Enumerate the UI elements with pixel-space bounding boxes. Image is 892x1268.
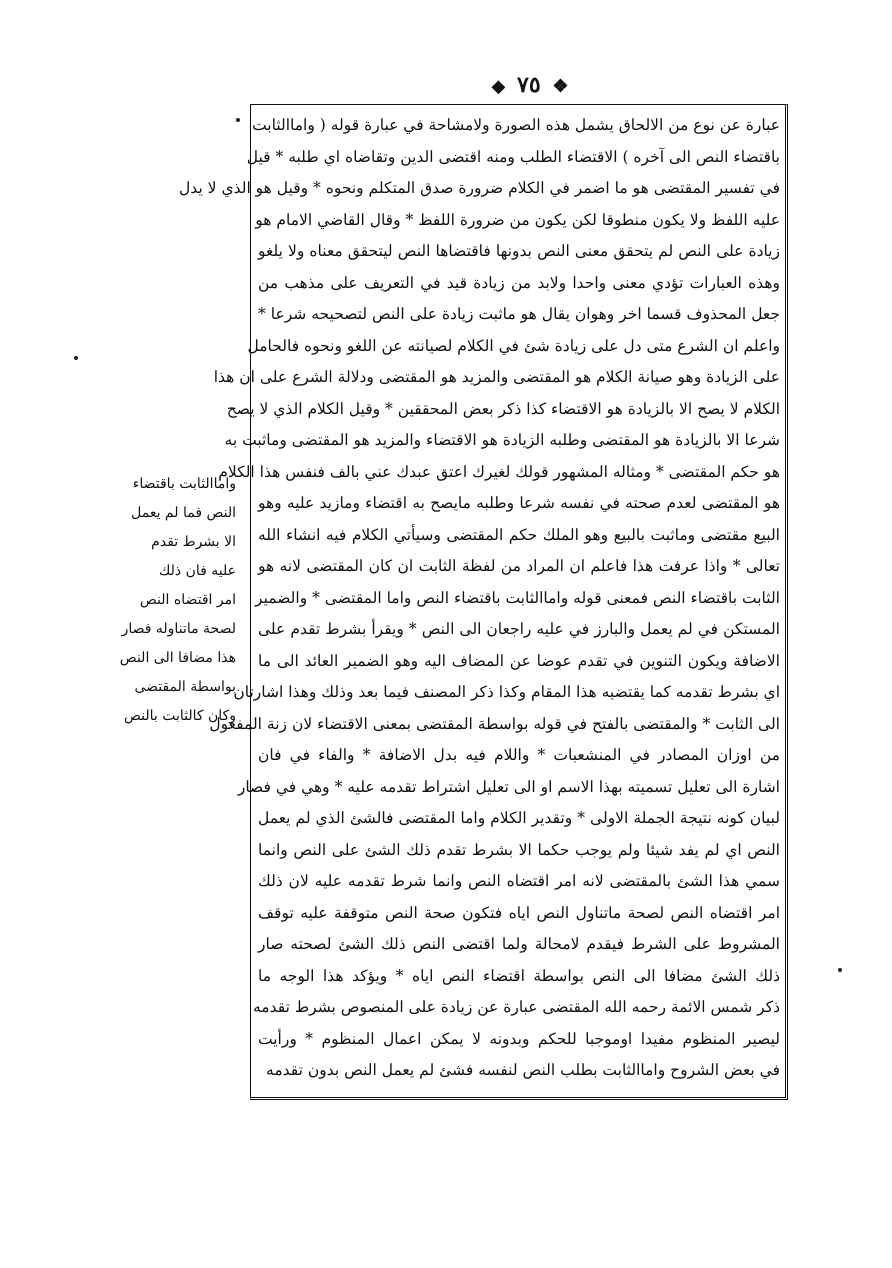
text-line: هو حكم المقتضى * ومثاله المشهور قولك لغيرك اعتق عبدك عني بالف فنفس هذا الكلام <box>218 462 780 481</box>
ink-speck <box>74 356 78 360</box>
text-line: وهذه العبارات تؤدي معنى واحدا ولابد من زيادة قيد في التعريف على مذهب من <box>258 273 780 292</box>
ornament-right-icon: ◆ <box>491 76 506 97</box>
text-line: المشروط على الشرط فيقدم لامحالة ولما اقتضى النص ذلك الشئ لصحته صار <box>258 935 780 953</box>
text-line: عليه اللفظ ولا يكون منطوقا لكن يكون من ضرورة اللفظ * وقال القاضي الامام هو <box>255 210 780 229</box>
text-line: في تفسير المقتضى هو ما اضمر في الكلام ضرورة صدق المتكلم ونحوه * وقيل هو الذي لا يدل <box>179 179 780 197</box>
text-line: في بعض الشروح واماالثابت بطلب النص لنفسه فشئ لم يعمل النص بدون تقدمه <box>266 1061 780 1079</box>
margin-note-line: لصحة ماتناوله فصار <box>121 621 236 637</box>
text-line: الكلام لا يصح الا بالزيادة هو الاقتضاء كذا ذكر بعض المحققين * وقيل الكلام الذي لا يصح <box>226 399 780 418</box>
margin-note-line: بواسطة المقتضى <box>134 679 236 695</box>
text-line: جعل المحذوف قسما اخر وهوان يقال هو ماثبت زيادة على النص لتصحيحه شرعا * <box>258 305 780 323</box>
text-line: باقتضاء النص الى آخره ) الاقتضاء الطلب ومنه اقتضى الدين وتقاضاه اي طلبه * قيل <box>246 147 780 166</box>
text-line: على الزيادة وهو صيانة الكلام هو المقتضى والمزيد هو المقتضى ودلالة الشرع على ان هذا <box>213 368 780 386</box>
text-line: النص اي لم يفد شيئا ولم يوجب حكما الا بشرط تقدم ذلك الشئ على النص وانما <box>258 840 780 859</box>
ink-speck <box>838 968 842 972</box>
text-line: هو المقتضى لعدم صحته في نفسه شرعا وطلبه مايصح به اقتضاء ومازيد عليه وهو <box>258 494 780 512</box>
text-line: الى الثابت * والمقتضى بالفتح في قوله بواسطة المقتضى بمعنى الاقتضاء لان زنة المفعول <box>209 714 780 733</box>
margin-note-line: الا بشرط تقدم <box>151 534 236 550</box>
margin-note-line: عليه فان ذلك <box>158 563 236 579</box>
page-number: ٧٥ <box>517 72 541 98</box>
text-line: المستكن في لم يعمل والبارز في عليه راجعان الى النص * ويقرأ بشرط تقدم على <box>258 620 780 638</box>
margin-note-line: وكان كالثابت بالنص <box>123 708 236 724</box>
text-line: اي بشرط تقدمه كما يقتضيه هذا المقام وكذا ذكر المصنف فيما بعد وذلك وهذا اشارتان <box>233 683 780 701</box>
text-line: الاضافة ويكون التنوين في تقدم عوضا عن المضاف اليه وهو الضمير العائد الى ما <box>258 651 780 670</box>
margin-note <box>108 470 236 731</box>
text-line: ذلك الشئ مضافا الى النص بواسطة اقتضاء النص اياه * ويؤكد هذا الوجه ما <box>258 966 780 985</box>
text-line: الثابت باقتضاء النص فمعنى قوله واماالثابت باقتضاء النص واما المقتضى * والضمير <box>255 588 780 607</box>
text-line: سمي هذا الشئ بالمقتضى لانه امر اقتضاه النص وانما شرط تقدمه عليه لان ذلك <box>258 872 780 890</box>
text-line: تعالى * واذا عرفت هذا فاعلم ان المراد من لفظة الثابت ان كان المقتضى لانه هو <box>258 557 780 575</box>
text-line: شرعا الا بالزيادة هو المقتضى وطلبه الزيادة هو الاقتضاء والمزيد هو المقتضى وماثبت به <box>224 431 780 449</box>
text-line: ذكر شمس الائمة رحمه الله المقتضى عبارة عن زيادة على المنصوص بشرط تقدمه <box>252 998 780 1016</box>
page-header <box>480 72 580 98</box>
ink-speck <box>236 118 240 122</box>
text-line: زيادة على النص لم يتحقق معنى النص بدونها فاقتضاها النص ليتحقق معناه ولا يلغو <box>258 242 780 260</box>
margin-note-line: امر اقتضاه النص <box>139 592 236 608</box>
ornament-left-icon: ❖ <box>552 76 569 97</box>
margin-note-line: النص فما لم يعمل <box>131 505 236 521</box>
text-line: من اوزان المصادر في المنشعبات * واللام فيه بدل الاضافة * والفاء في فان <box>258 746 780 764</box>
margin-note-line: واماالثابت باقتضاء <box>132 476 236 492</box>
text-line: لبيان كونه نتيجة الجملة الاولى * وتقدير الكلام واما المقتضى فالشئ الذي لم يعمل <box>258 809 780 827</box>
text-line: ليصير المنظوم مفيدا اوموجبا للحكم وبدونه لا يمكن اعمال المنظوم * ورأيت <box>258 1029 780 1048</box>
text-line: البيع مقتضى وماثبت بالبيع وهو الملك حكم المقتضى وسيأتي الكلام فيه انشاء الله <box>258 525 780 544</box>
text-line: اشارة الى تعليل تسميته بهذا الاسم او الى تعليل اشتراط تقدمه عليه * وهي في فصار <box>237 777 780 796</box>
text-line: امر اقتضاه النص لصحة ماتناول النص اياه فتكون صحة النص متوقفة عليه توقف <box>258 903 780 922</box>
text-line: واعلم ان الشرع متى دل على زيادة شئ في الكلام لصيانته عن اللغو ونحوه فالحامل <box>247 336 780 355</box>
margin-note-line: هذا مضافا الى النص <box>119 650 236 666</box>
text-line: عبارة عن نوع من الالحاق يشمل هذه الصورة ولامشاحة في عبارة قوله ( واماالثابت <box>252 116 780 134</box>
